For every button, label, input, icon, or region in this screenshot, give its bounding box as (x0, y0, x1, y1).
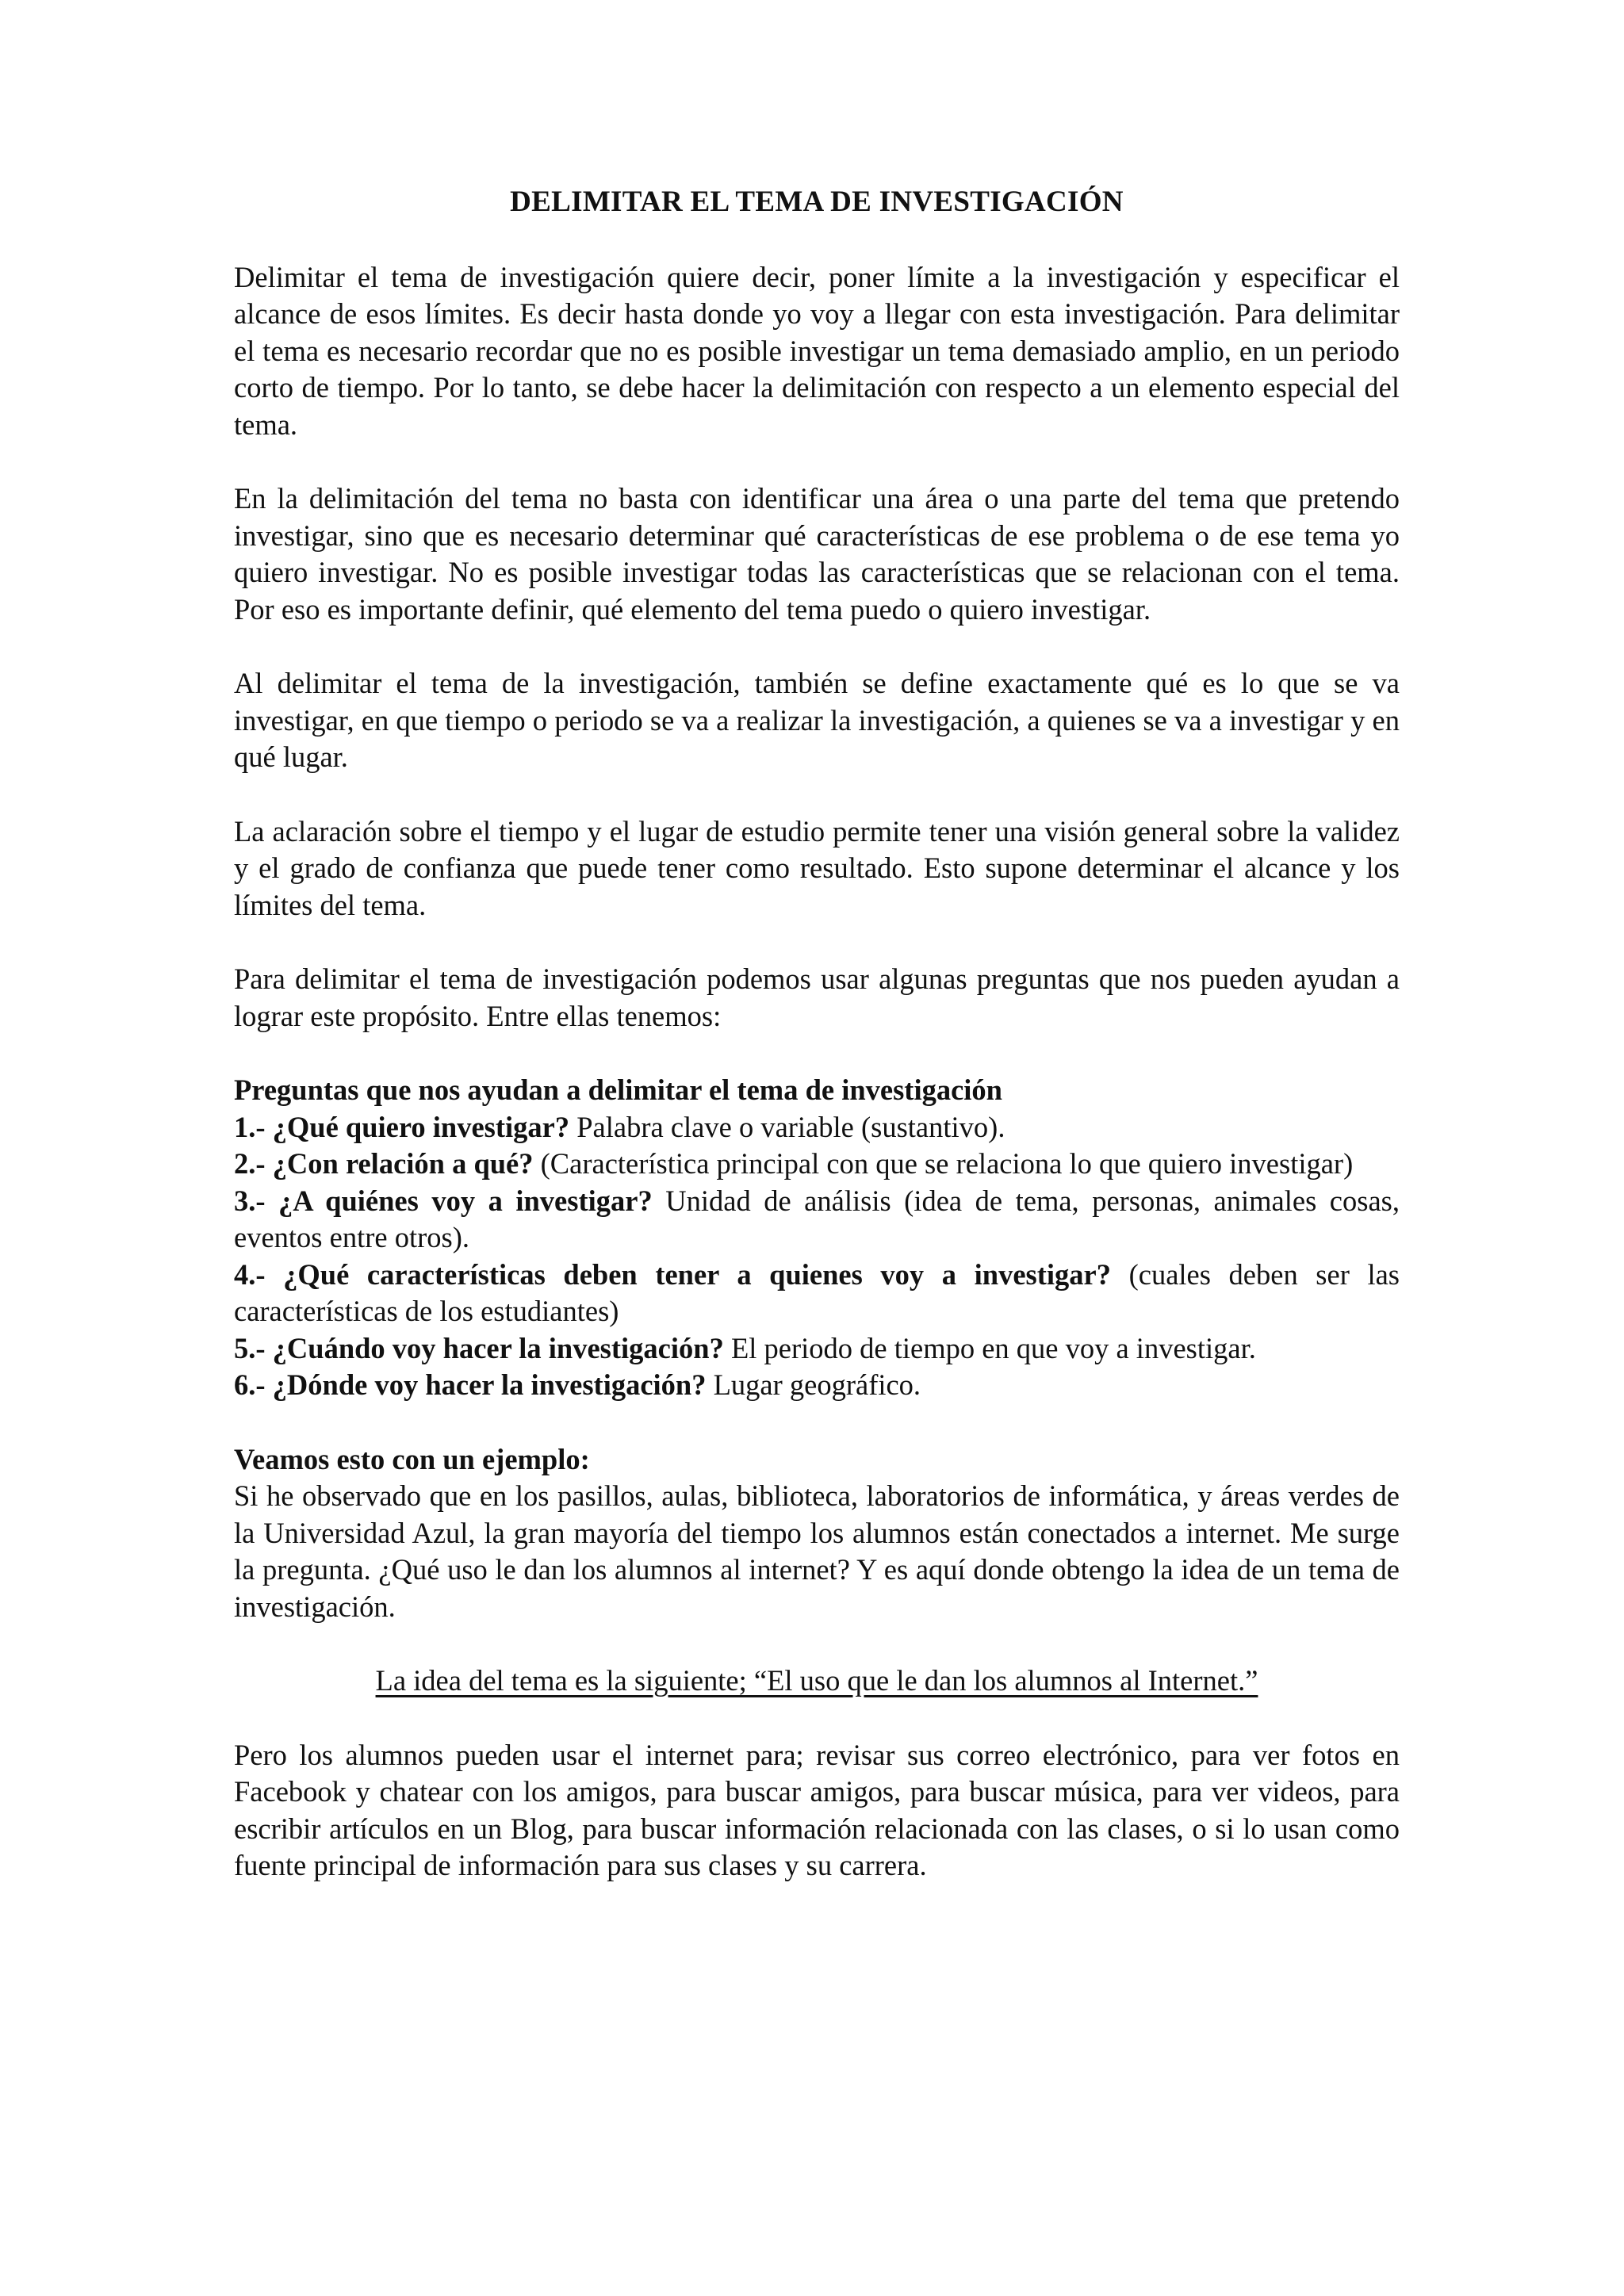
final-paragraph: Pero los alumnos pueden usar el internet para; revisar sus correo electrónico, para ver fotos en Facebook y chatear con los amigos, para buscar amigos, para buscar música, para ver videos, para escribir artículos en un Blog, para buscar información relacionada con las clases, o si lo usan como fuente principal de información para sus clases y su carrera. (234, 1738, 1400, 1881)
question-text: El periodo de tiempo en que voy a investigar. (723, 1331, 1256, 1364)
question-text: Lugar geográfico. (706, 1368, 921, 1401)
example-heading: Veamos esto con un ejemplo: (234, 1442, 590, 1475)
example-section (234, 1441, 1400, 1626)
questions-heading: Preguntas que nos ayudan a delimitar el tema de investigación (234, 1073, 1002, 1106)
question-item (234, 1183, 1400, 1257)
paragraph-4: La aclaración sobre el tiempo y el lugar de estudio permite tener una visión general sobre la validez y el grado de confianza que puede tener como resultado. Esto supone determinar el alcance y los límites del tema. (234, 814, 1400, 921)
question-item (234, 1330, 1400, 1368)
question-label: 5.- ¿Cuándo voy hacer la investigación? (234, 1331, 724, 1364)
question-item (234, 1109, 1400, 1146)
question-item (234, 1257, 1400, 1330)
question-text: (cuales deben ser las características de los estudiantes) (234, 1257, 1400, 1327)
question-text: Unidad de análisis (idea de tema, personas, animales cosas, eventos entre otros). (234, 1184, 1400, 1253)
example-text: Si he observado que en los pasillos, aulas, biblioteca, laboratorios de informática, y áreas verdes de la Universidad Azul, la gran mayoría del tiempo los alumnos están conectados a internet. Me surge la pregunta. ¿Qué uso le dan los alumnos al internet? Y es aquí donde obtengo la idea de un tema de investigación. (234, 1479, 1400, 1623)
document-title: DELIMITAR EL TEMA DE INVESTIGACIÓN (510, 186, 1124, 218)
question-text: Palabra clave o variable (sustantivo). (569, 1110, 1005, 1143)
paragraph-5: Para delimitar el tema de investigación podemos usar algunas preguntas que nos pueden ayudan a lograr este propósito. Entre ellas tenemos: (234, 962, 1400, 1032)
question-label: 1.- ¿Qué quiero investigar? (234, 1110, 570, 1143)
paragraph-3: Al delimitar el tema de la investigación, también se define exactamente qué es lo que se va investigar, en que tiempo o periodo se va a realizar la investigación, a quienes se va a investigar y en qué lugar. (234, 667, 1400, 773)
question-item (234, 1367, 1400, 1404)
questions-section (234, 1072, 1400, 1404)
question-label: 4.- ¿Qué características deben tener a quienes voy a investigar? (234, 1257, 1111, 1291)
idea-line: La idea del tema es la siguiente; “El uso que le dan los alumnos al Internet.” (375, 1664, 1258, 1697)
question-item (234, 1146, 1400, 1183)
document-body (234, 184, 1400, 1922)
paragraph-2: En la delimitación del tema no basta con identificar una área o una parte del tema que pretendo investigar, sino que es necesario determinar qué características de ese problema o de ese tema yo quiero investigar. No es posible investigar todas las características que se relacionan con el tema. Por eso es importante definir, qué elemento del tema puedo o quiero investigar. (234, 482, 1400, 626)
paragraph-1: Delimitar el tema de investigación quiere decir, poner límite a la investigación y especificar el alcance de esos límites. Es decir hasta donde yo voy a llegar con esta investigación. Para delimitar el tema es necesario recordar que no es posible investigar un tema demasiado amplio, en un periodo corto de tiempo. Por lo tanto, se debe hacer la delimitación con respecto a un elemento especial del tema. (234, 260, 1400, 441)
question-label: 3.- ¿A quiénes voy a investigar? (234, 1184, 653, 1217)
question-label: 2.- ¿Con relación a qué? (234, 1147, 534, 1180)
question-label: 6.- ¿Dónde voy hacer la investigación? (234, 1368, 707, 1401)
question-text: (Característica principal con que se relaciona lo que quiero investigar) (533, 1147, 1354, 1180)
